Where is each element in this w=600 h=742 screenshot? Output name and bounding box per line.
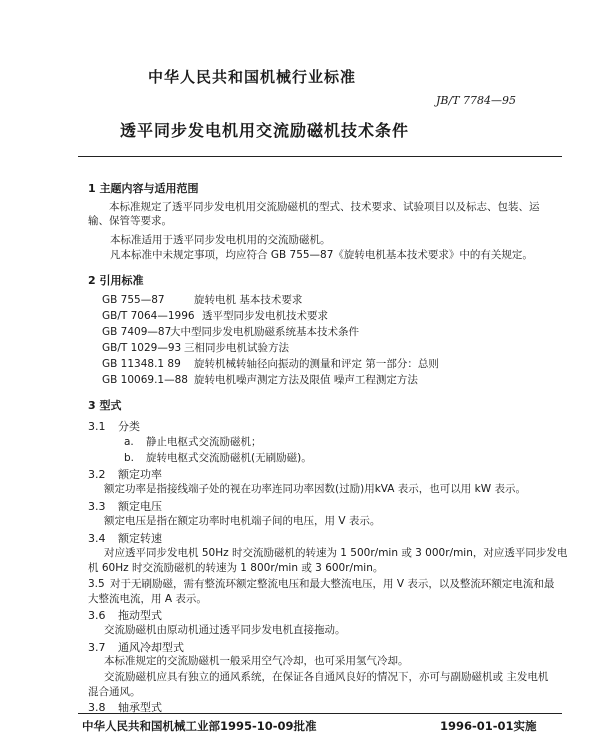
subsection-title: 通风冷却型式 (118, 641, 184, 654)
subsection-3-7 (88, 639, 184, 655)
subsection-number: 3.6 (88, 609, 106, 622)
subsection-number: 3.7 (88, 641, 106, 654)
subsection-title: 额定电压 (118, 500, 162, 513)
section-1-para-2: 本标准适用于透平同步发电机用的交流励磁机。 (110, 234, 331, 246)
subsection-number: 3.3 (88, 500, 106, 513)
reference-name: 透平型同步发电机技术要求 (202, 310, 328, 322)
subsection-title: 分类 (118, 420, 140, 433)
reference-name: 旋转电机噪声测定方法及限值 噪声工程测定方法 (194, 374, 418, 386)
subsection-number: 3.1 (88, 420, 106, 433)
standard-number: JB/T 7784—95 (436, 94, 517, 107)
subsection-3-3-text: 额定电压是指在额定功率时电机端子间的电压，用 V 表示。 (104, 515, 381, 527)
list-item (124, 435, 262, 449)
subsection-3-5-line-1 (88, 577, 554, 591)
subsection-number: 3.2 (88, 468, 106, 481)
section-1-heading: 1 主题内容与适用范围 (88, 182, 199, 195)
reference-code: GB/T 1029—93 (102, 342, 182, 354)
subsection-3-4 (88, 530, 162, 546)
section-1-para-1: 本标准规定了透平同步发电机用交流励磁机的型式、技术要求、试验项目以及标志、包装、运输、保管等要求。 (88, 201, 540, 227)
section-1-para-3: 凡本标准中未规定事项，均应符合 GB 755—87《旋转电机基本技术要求》中的有关规定。 (110, 249, 533, 261)
reference-item (102, 357, 439, 371)
effective-date: 1996-01-01实施 (440, 719, 537, 733)
document-title: 透平同步发电机用交流励磁机技术条件 (120, 121, 410, 140)
reference-item (102, 373, 418, 387)
section-2-heading: 2 引用标准 (88, 274, 144, 287)
reference-name: 旋转机械转轴径向振动的测量和评定 第一部分：总则 (194, 358, 439, 370)
subsection-3-2-text: 额定功率是指接线端子处的视在功率连同功率因数(过励)用kVA 表示，也可以用 kW 表示。 (104, 483, 526, 495)
subsection-3-1 (88, 418, 140, 434)
subsection-3-3 (88, 498, 162, 514)
subsection-title: 拖动型式 (118, 609, 162, 622)
subsection-3-4-line-2: 机 60Hz 时交流励磁机的转速为 1 800r/min 或 3 600r/min。 (88, 562, 384, 574)
footer-rule (78, 713, 562, 714)
subsection-3-6-text: 交流励磁机由原动机通过透平同步发电机直接拖动。 (104, 624, 346, 636)
reference-item (102, 325, 359, 339)
subsection-3-2 (88, 466, 162, 482)
list-marker: b. (124, 452, 135, 464)
subsection-3-7-para-1: 本标准规定的交流励磁机一般采用空气冷却，也可采用氢气冷却。 (104, 655, 409, 667)
subsection-number: 3.8 (88, 701, 106, 714)
list-text: 旋转电枢式交流励磁机(无刷励磁)。 (146, 452, 312, 464)
reference-name: 大中型同步发电机励磁系统基本技术条件 (170, 326, 359, 338)
reference-name: 旋转电机 基本技术要求 (194, 294, 303, 306)
list-text: 静止电枢式交流励磁机； (146, 436, 262, 448)
subsection-3-7-para-2-line-1: 交流励磁机应具有独立的通风系统，在保证各自通风良好的情况下，亦可与副励磁机或 主发电机 (104, 671, 549, 683)
reference-code: GB 755—87 (102, 294, 165, 306)
list-marker: a. (124, 436, 134, 448)
issuer-title: 中华人民共和国机械行业标准 (148, 68, 357, 86)
subsection-number: 3.4 (88, 532, 106, 545)
subsection-3-5-line-2: 大整流电流，用 A 表示。 (88, 593, 207, 605)
reference-code: GB 11348.1 89 (102, 358, 181, 370)
reference-name: 三相同步电机试验方法 (184, 342, 289, 354)
subsection-title: 额定转速 (118, 532, 162, 545)
reference-item (102, 309, 328, 323)
subsection-title: 轴承型式 (118, 701, 162, 714)
approval-statement: 中华人民共和国机械工业部1995-10-09批准 (82, 719, 317, 733)
section-3-heading: 3 型式 (88, 399, 122, 412)
reference-code: GB 7409—87 (102, 326, 172, 338)
subsection-3-7-para-2-line-2: 混合通风。 (88, 686, 141, 698)
subsection-3-5-text: 对于无刷励磁，需有整流环额定整流电压和最大整流电压，用 V 表示，以及整流环额定电流和最 (110, 578, 555, 590)
reference-item (102, 293, 302, 307)
reference-item (102, 341, 289, 355)
reference-code: GB/T 7064—1996 (102, 310, 195, 322)
list-item (124, 451, 312, 465)
subsection-title: 额定功率 (118, 468, 162, 481)
subsection-3-4-line-1: 对应透平同步发电机 50Hz 时交流励磁机的转速为 1 500r/min 或 3 000r/min，对应透平同步发电 (104, 547, 568, 559)
header-rule (78, 156, 562, 157)
subsection-number: 3.5 (88, 578, 105, 590)
reference-code: GB 10069.1—88 (102, 374, 188, 386)
subsection-3-6 (88, 607, 162, 623)
